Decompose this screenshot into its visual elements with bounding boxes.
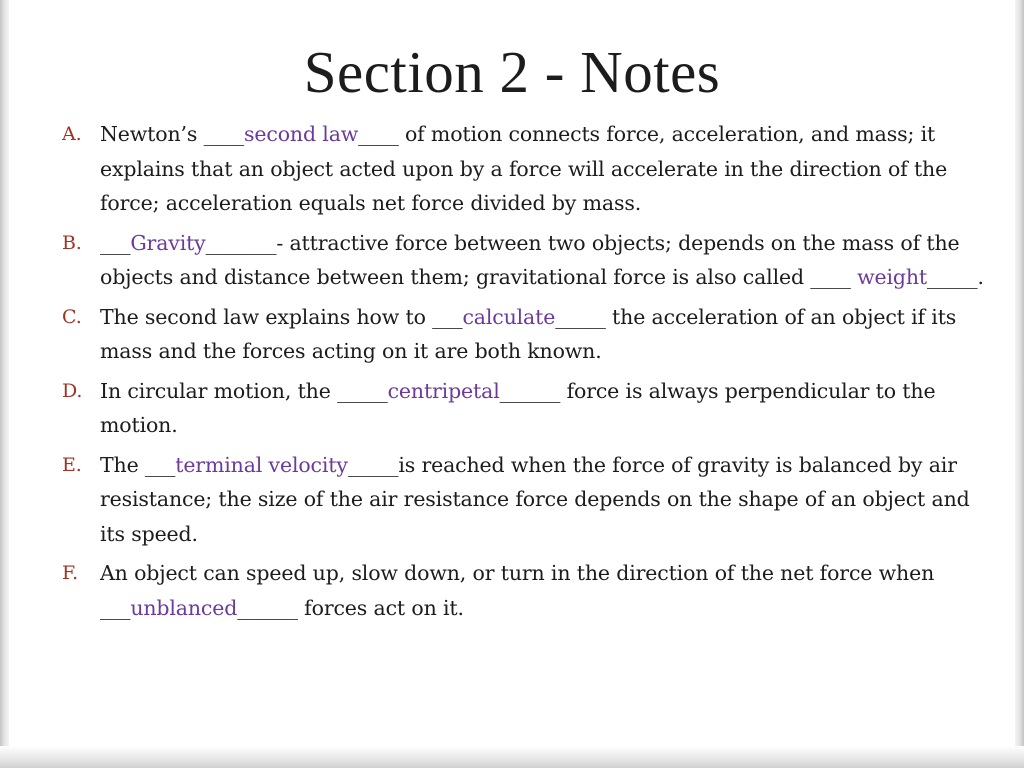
list-marker: A. [62,123,82,145]
note-text-after: _____ the acceleration of an object if its mass and the forces acting on it are both known. [100,304,957,363]
blank-answer: centripetal [387,378,500,403]
note-text-before: Newton’s ____ [100,122,245,146]
note-text-after: _______- attractive force between two objects; depends on the mass of the objects and distance between them; gravitational force is also called ____ [100,230,960,289]
blank-answer-2: weight [857,265,927,289]
note-item-b [62,226,994,295]
note-text-before: ___ [100,230,131,255]
list-marker: E. [62,453,82,476]
note-text-before: The second law explains how to ___ [100,304,463,329]
note-item-a [62,117,994,221]
slide-edge-left [0,0,9,768]
blank-answer: terminal velocity [175,452,348,477]
note-text-after-2: _____. [926,265,984,289]
note-text-before: An object can speed up, slow down, or turn in the direction of the net force when ___ [100,561,935,620]
list-marker: D. [62,379,83,402]
slide-title: Section 2 - Notes [303,39,721,105]
note-text-before: The ___ [100,452,176,477]
note-item-c [62,300,994,369]
blank-answer: calculate [462,304,556,329]
note-item-d [62,374,994,443]
note-text-after: ______ force is always perpendicular to the motion. [100,378,936,437]
blank-answer: second law [244,122,359,146]
slide-edge-bottom [0,746,1024,768]
list-marker: B. [62,231,82,254]
blank-answer: Gravity [130,230,206,255]
note-item-f [62,556,994,625]
list-marker: F. [62,562,78,584]
notes-list [62,117,994,630]
note-item-e [62,448,994,552]
list-marker: C. [62,305,82,328]
blank-answer: unblanced [130,595,238,620]
note-text-after: _____is reached when the force of gravity is balanced by air resistance; the size of the air resistance force depends on the shape of an object and its speed. [100,452,970,546]
note-text-after: ____ of motion connects force, acceleration, and mass; it explains that an object acted upon by a force will accelerate in the direction of the force; acceleration equals net force divided by mass. [100,122,948,215]
note-text-after: ______ forces act on it. [237,595,464,620]
slide-edge-right [1015,0,1024,768]
note-text-before: In circular motion, the _____ [100,378,388,403]
